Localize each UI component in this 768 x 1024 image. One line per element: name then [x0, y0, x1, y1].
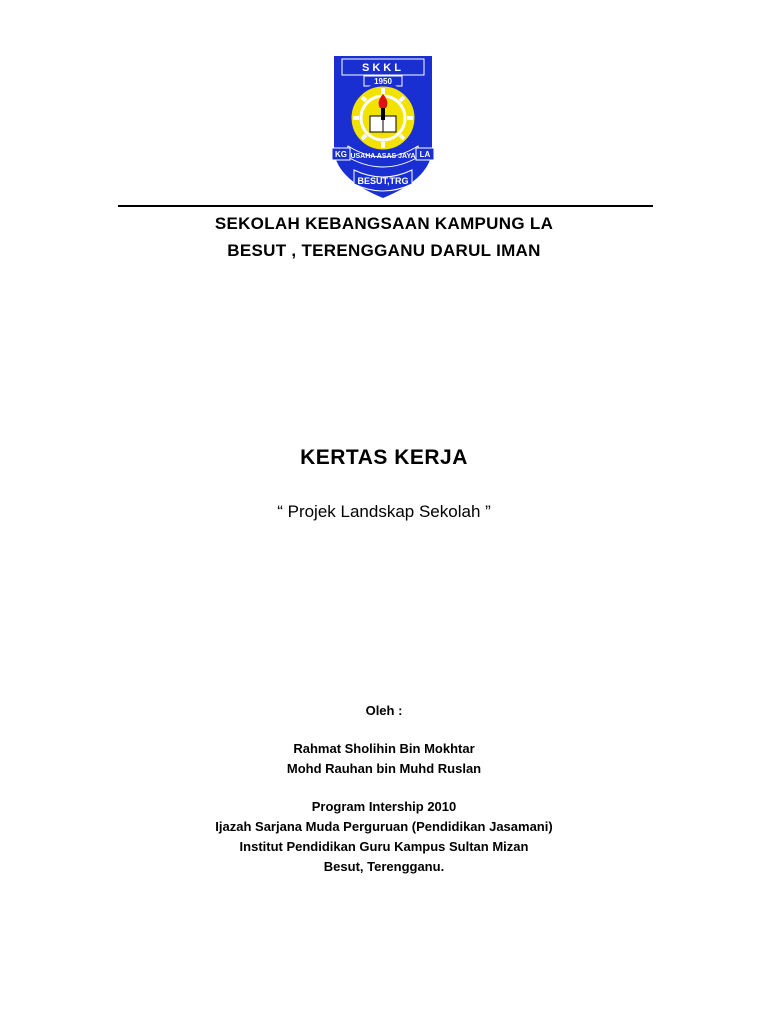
torch-icon [381, 106, 385, 120]
header-divider [118, 205, 653, 207]
by-label: Oleh : [365, 703, 403, 718]
crest-bottom-text: BESUT,TRG [357, 176, 409, 186]
crest-year: 1950 [374, 77, 392, 86]
school-name-line-1: SEKOLAH KEBANGSAAN KAMPUNG LA [214, 214, 554, 233]
location: Besut, Terengganu. [323, 859, 445, 874]
institute-name: Institut Pendidikan Guru Kampus Sultan Mizan [239, 839, 529, 854]
school-name-line-2: BESUT , TERENGGANU DARUL IMAN [227, 241, 541, 260]
degree-name: Ijazah Sarjana Muda Perguruan (Pendidikan Jasamani) [215, 819, 553, 834]
document-title: KERTAS KERJA [300, 446, 468, 469]
author-name: Rahmat Sholihin Bin Mokhtar [293, 741, 475, 756]
crest-right-text: LA [419, 150, 431, 159]
author-name: Mohd Rauhan bin Muhd Ruslan [286, 761, 482, 776]
program-name: Program Intership 2010 [311, 799, 457, 814]
school-crest-logo [330, 50, 436, 200]
crest-top-text: SKKL [362, 62, 404, 74]
document-subtitle: “ Projek Landskap Sekolah ” [277, 502, 491, 521]
crest-left-text: KG [335, 150, 347, 159]
crest-motto: USAHA ASAS JAYA [350, 153, 416, 160]
